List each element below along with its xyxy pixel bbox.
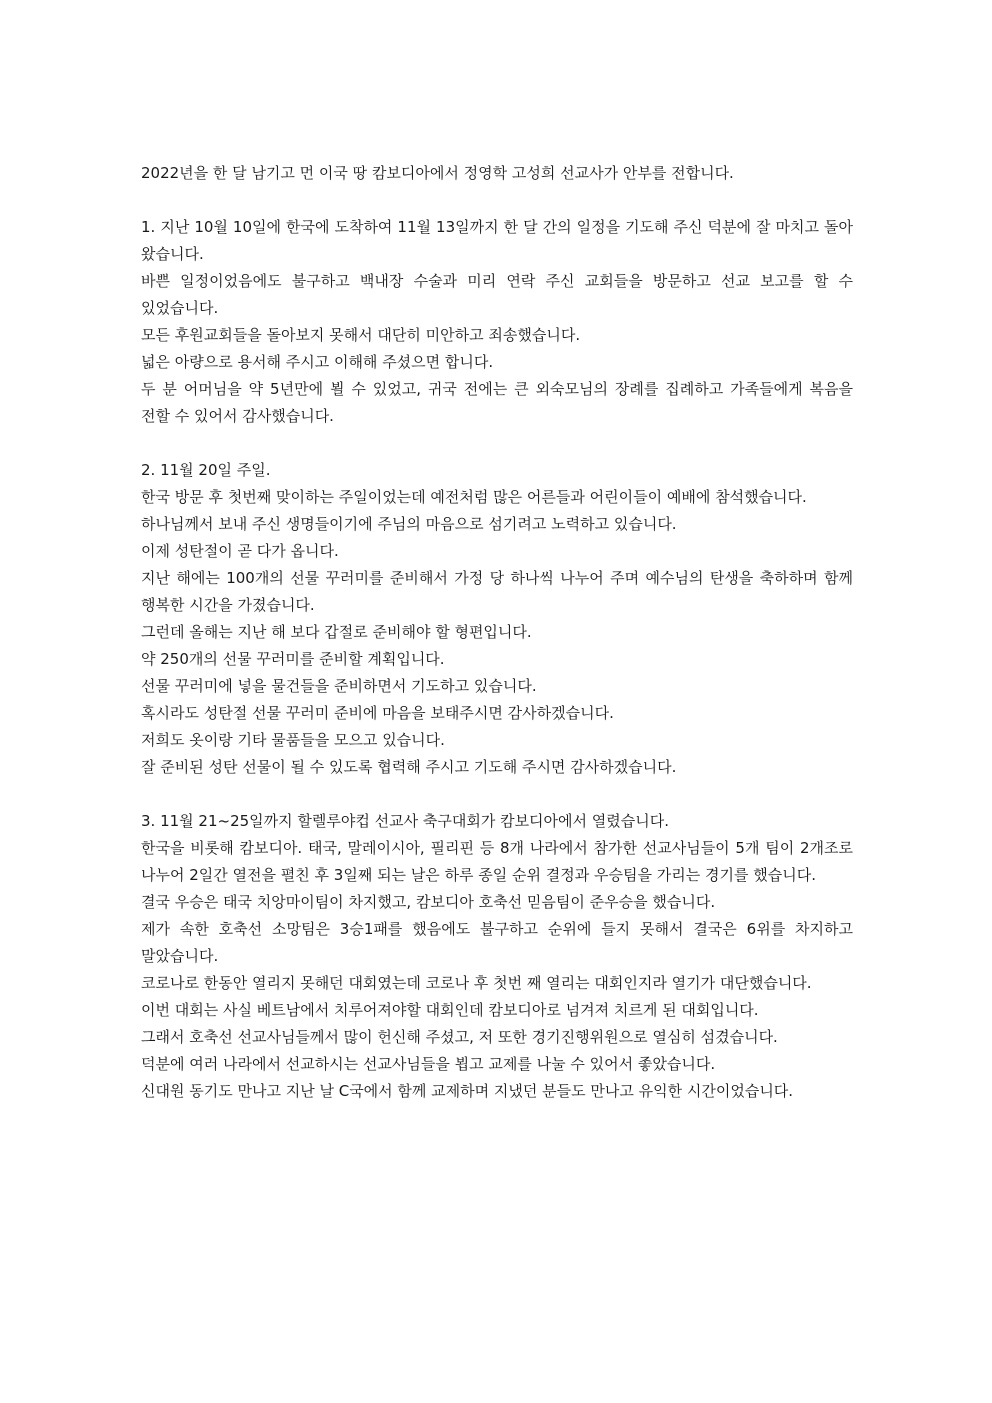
section-1-line: 모든 후원교회들을 돌아보지 못해서 대단히 미안하고 죄송했습니다. <box>141 326 581 344</box>
document-body <box>141 160 853 1105</box>
section-3-line: 이번 대회는 사실 베트남에서 치루어져야할 대회인데 캄보디아로 넘겨져 치르게 된 대회입니다. <box>141 1001 759 1019</box>
section-2-line: 지난 해에는 100개의 선물 꾸러미를 준비해서 가정 당 하나씩 나누어 주며 예수님의 탄생을 축하하며 함께 행복한 시간을 가졌습니다. <box>141 569 853 614</box>
section-3-line: 결국 우승은 태국 치앙마이팀이 차지했고, 캄보디아 호축선 믿음팀이 준우승을 했습니다. <box>141 893 716 911</box>
paragraph-gap <box>141 430 853 457</box>
paragraph-gap <box>141 781 853 808</box>
section-2-line: 혹시라도 성탄절 선물 꾸러미 준비에 마음을 보태주시면 감사하겠습니다. <box>141 704 614 722</box>
section-1 <box>141 214 853 430</box>
section-2-line: 한국 방문 후 첫번째 맞이하는 주일이었는데 예전처럼 많은 어른들과 어린이들이 예배에 참석했습니다. <box>141 488 807 506</box>
section-1-line: 바쁜 일정이었음에도 불구하고 백내장 수술과 미리 연락 주신 교회들을 방문하고 선교 보고를 할 수 있었습니다. <box>141 272 853 317</box>
section-3-line: 3. 11월 21~25일까지 할렐루야컵 선교사 축구대회가 캄보디아에서 열렸습니다. <box>141 812 670 830</box>
section-2-line: 약 250개의 선물 꾸러미를 준비할 계획입니다. <box>141 650 445 668</box>
section-2-line: 하나님께서 보내 주신 생명들이기에 주님의 마음으로 섬기려고 노력하고 있습니다. <box>141 515 677 533</box>
section-1-line: 두 분 어머님을 약 5년만에 뵐 수 있었고, 귀국 전에는 큰 외숙모님의 장례를 집례하고 가족들에게 복음을 전할 수 있어서 감사했습니다. <box>141 380 853 425</box>
section-2-line: 2. 11월 20일 주일. <box>141 461 271 479</box>
section-2-line: 잘 준비된 성탄 선물이 될 수 있도록 협력해 주시고 기도해 주시면 감사하겠습니다. <box>141 758 677 776</box>
paragraph-gap <box>141 187 853 214</box>
section-2 <box>141 457 853 781</box>
section-3-line: 덕분에 여러 나라에서 선교하시는 선교사님들을 뵙고 교제를 나눌 수 있어서 좋았습니다. <box>141 1055 716 1073</box>
section-3-line: 코로나로 한동안 열리지 못해던 대회였는데 코로나 후 첫번 째 열리는 대회인지라 열기가 대단했습니다. <box>141 974 812 992</box>
section-1-line: 넓은 아량으로 용서해 주시고 이해해 주셨으면 합니다. <box>141 353 494 371</box>
section-1-line: 1. 지난 10월 10일에 한국에 도착하여 11월 13일까지 한 달 간의 일정을 기도해 주신 덕분에 잘 마치고 돌아 왔습니다. <box>141 218 853 263</box>
section-3-line: 한국을 비롯해 캄보디아. 태국, 말레이시아, 필리핀 등 8개 나라에서 참가한 선교사님들이 5개 팀이 2개조로 나누어 2일간 열전을 펼친 후 3일째 되는 날은 하루 종일 순위 결정과 우승팀을 가리는 경기를 했습니다. <box>141 839 853 884</box>
section-2-line: 그런데 올해는 지난 해 보다 갑절로 준비해야 할 형편입니다. <box>141 623 532 641</box>
section-2-line: 저희도 옷이랑 기타 물품들을 모으고 있습니다. <box>141 731 445 749</box>
section-3-line: 그래서 호축선 선교사님들께서 많이 헌신해 주셨고, 저 또한 경기진행위원으로 열심히 섬겼습니다. <box>141 1028 778 1046</box>
section-3 <box>141 808 853 1105</box>
section-3-line: 제가 속한 호축선 소망팀은 3승1패를 했음에도 불구하고 순위에 들지 못해서 결국은 6위를 차지하고 말았습니다. <box>141 920 853 965</box>
section-2-line: 선물 꾸러미에 넣을 물건들을 준비하면서 기도하고 있습니다. <box>141 677 537 695</box>
section-2-line: 이제 성탄절이 곧 다가 옵니다. <box>141 542 339 560</box>
intro-paragraph: 2022년을 한 달 남기고 먼 이국 땅 캄보디아에서 정영학 고성희 선교사가 안부를 전합니다. <box>141 164 734 182</box>
section-3-line: 신대원 동기도 만나고 지난 날 C국에서 함께 교제하며 지냈던 분들도 만나고 유익한 시간이었습니다. <box>141 1082 794 1100</box>
